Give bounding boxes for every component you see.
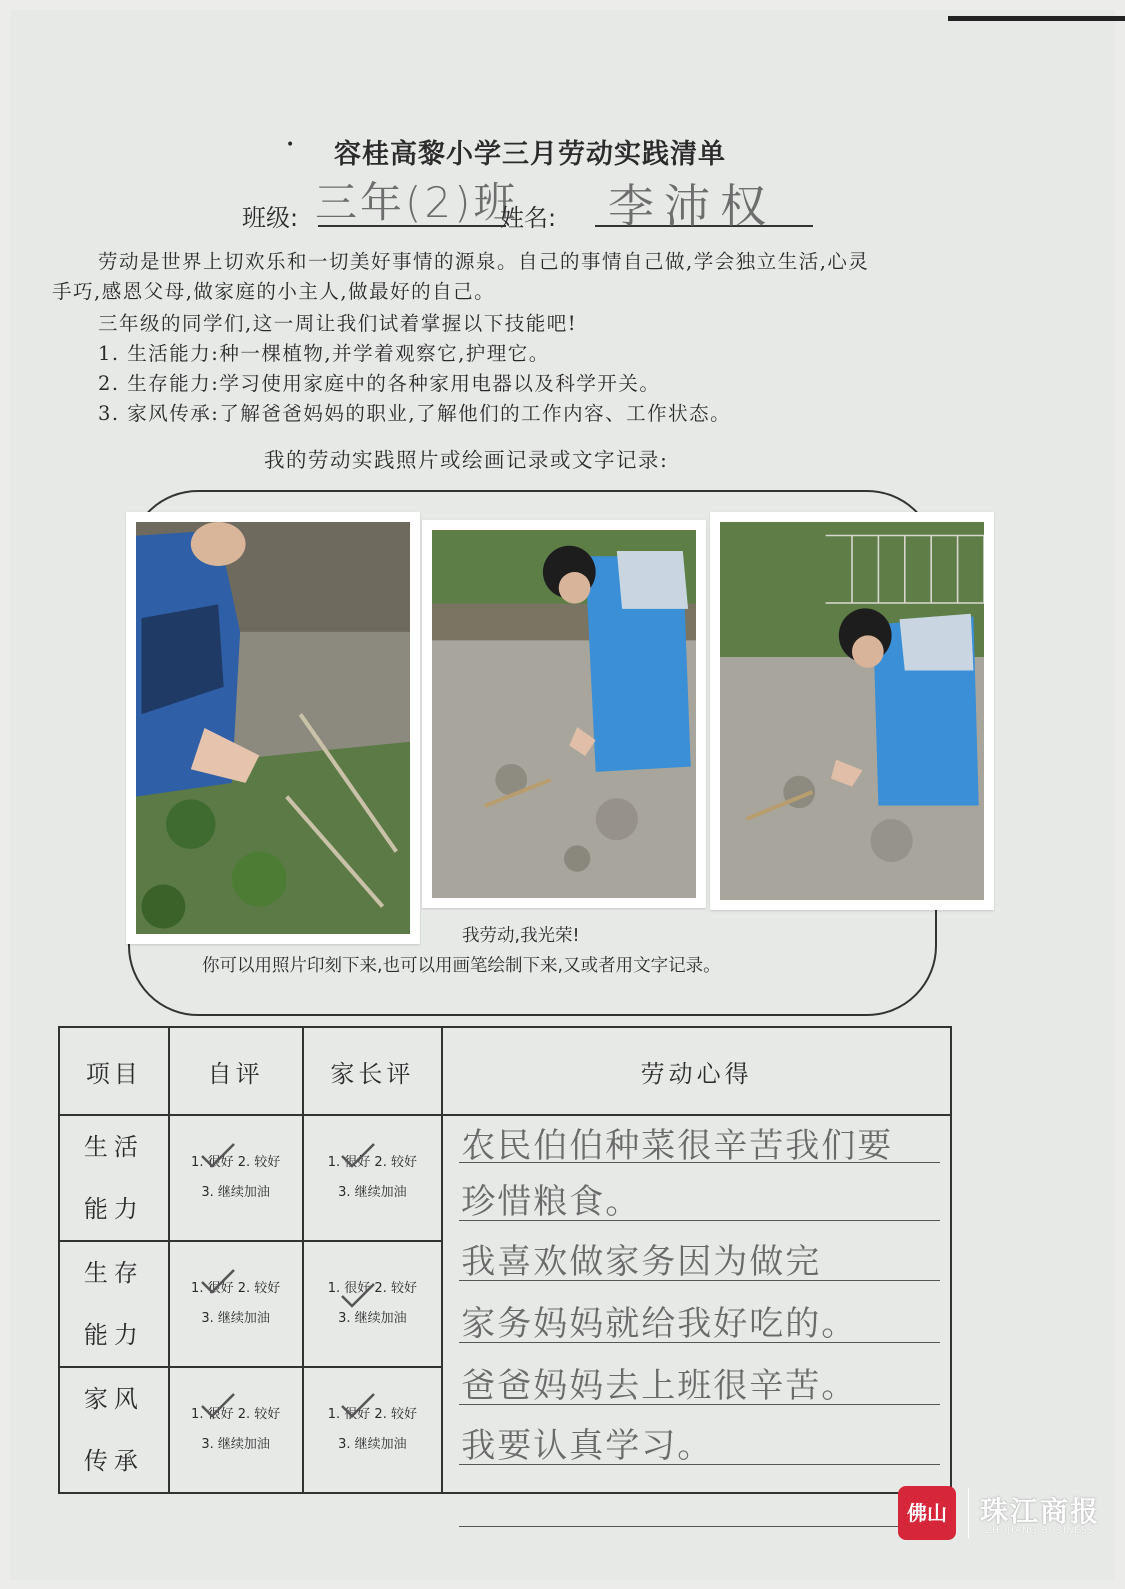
check-mark-icon [338, 1142, 378, 1172]
foshan-logo: 佛山 [898, 1486, 956, 1540]
check-mark-icon [338, 1392, 378, 1422]
reflection-line-3: 我喜欢做家务因为做完 [461, 1242, 822, 1282]
header-parent-eval: 家长评 [303, 1027, 443, 1115]
parent-eval-cell: 1. 很好 2. 较好 3. 继续加油 [303, 1115, 443, 1241]
record-heading: 我的劳动实践照片或绘画记录或文字记录: [264, 448, 669, 472]
header-item: 项目 [59, 1027, 169, 1115]
brand-watermark-sub: ZHUJIANG BUSINESS [985, 1526, 1095, 1536]
skill-item-3: 3. 家风传承:了解爸爸妈妈的职业,了解他们的工作内容、工作状态。 [98, 402, 732, 425]
brand-watermark: 珠江商报 [980, 1495, 1101, 1528]
row-label-life-skill: 生活 能力 [59, 1115, 169, 1241]
photo-3 [710, 512, 994, 910]
photo-2 [422, 520, 706, 908]
evaluation-table [58, 1026, 952, 1494]
self-eval-cell: 1. 很好 2. 较好 3. 继续加油 [169, 1115, 303, 1241]
reflection-line-5: 爸爸妈妈去上班很辛苦。 [461, 1366, 858, 1406]
intro-line-2: 手巧,感恩父母,做家庭的小主人,做最好的自己。 [52, 280, 496, 303]
reflection-cell [442, 1115, 951, 1493]
header-reflection: 劳动心得 [442, 1027, 951, 1115]
row-label-family-tradition: 家风 传承 [59, 1367, 169, 1493]
photo-2-image [432, 530, 696, 898]
worksheet-page [10, 10, 1115, 1580]
intro-line-1: 劳动是世界上切欢乐和一切美好事情的源泉。自己的事情自己做,学会独立生活,心灵 [98, 250, 870, 273]
logo-separator [968, 1488, 969, 1538]
row-label-survival-skill: 生存 能力 [59, 1241, 169, 1367]
parent-eval-cell: 1. 很好 2. 较好 3. 继续加油 [303, 1367, 443, 1493]
photo-caption: 我劳动,我光荣! [462, 926, 580, 946]
class-label: 班级: [242, 204, 299, 232]
dot-mark: • [286, 137, 295, 153]
photo-3-image [720, 522, 984, 900]
worksheet-title: 容桂高黎小学三月劳动实践清单 [334, 139, 726, 170]
name-handwritten: 李沛权 [608, 179, 776, 233]
skill-item-2: 2. 生存能力:学习使用家庭中的各种家用电器以及科学开关。 [98, 372, 661, 395]
photo-1-image [136, 522, 410, 934]
reflection-line-2: 珍惜粮食。 [461, 1182, 642, 1222]
reflection-line-1: 农民伯伯种菜很辛苦我们要 [461, 1126, 894, 1166]
self-eval-cell: 1. 很好 2. 较好 3. 继续加油 [169, 1241, 303, 1367]
name-label: 姓名: [500, 204, 557, 232]
photo-instruction: 你可以用照片印刻下来,也可以用画笔绘制下来,又或者用文字记录。 [202, 956, 721, 976]
check-mark-icon [338, 1282, 378, 1312]
ruled-line [459, 1526, 940, 1527]
parent-eval-cell: 1. 很好 2. 较好 3. 继续加油 [303, 1241, 443, 1367]
skill-item-1: 1. 生活能力:种一棵植物,并学着观察它,护理它。 [98, 342, 550, 365]
check-mark-icon [198, 1392, 238, 1422]
reflection-line-4: 家务妈妈就给我好吃的。 [461, 1304, 858, 1344]
check-mark-icon [198, 1268, 238, 1298]
self-eval-cell: 1. 很好 2. 较好 3. 继续加油 [169, 1367, 303, 1493]
photo-1 [126, 512, 420, 944]
table-row [59, 1115, 951, 1241]
header-self-eval: 自评 [169, 1027, 303, 1115]
scan-edge-bar [948, 16, 1125, 21]
intro-line-3: 三年级的同学们,这一周让我们试着掌握以下技能吧! [98, 312, 578, 335]
reflection-line-6: 我要认真学习。 [461, 1426, 714, 1466]
check-mark-icon [198, 1142, 238, 1172]
class-handwritten: 三年(2)班 [315, 178, 519, 227]
table-header-row [59, 1027, 951, 1115]
